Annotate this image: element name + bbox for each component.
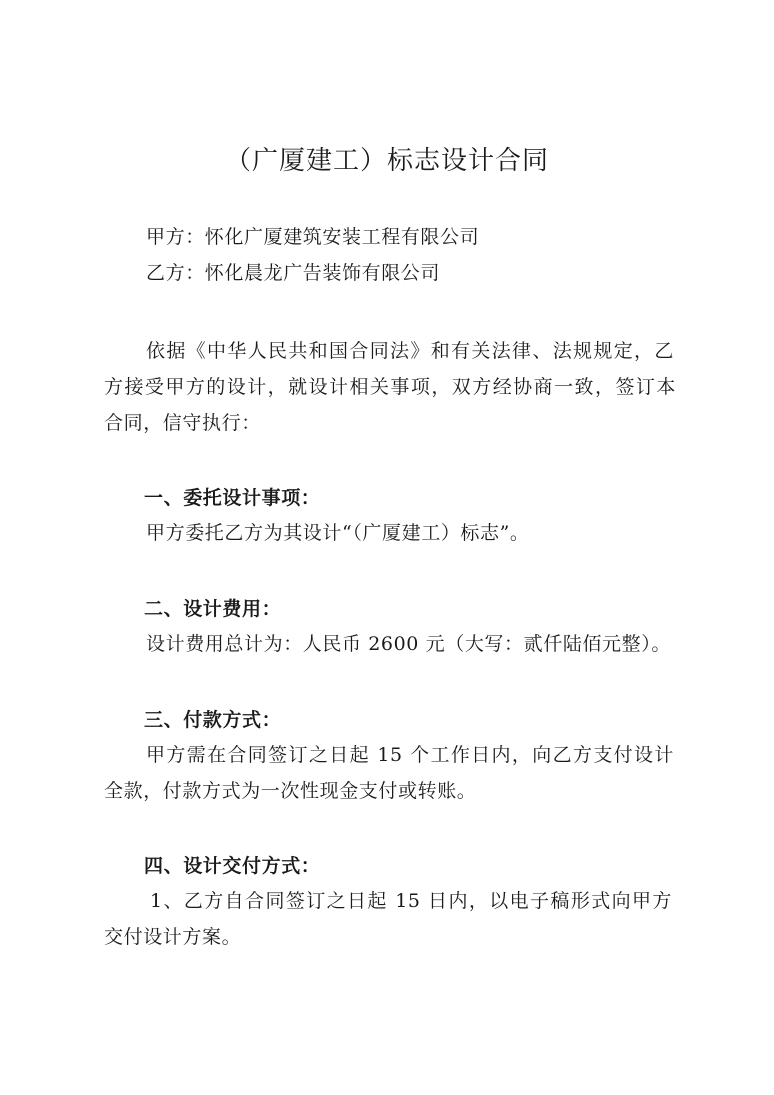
section-1-heading: 一、委托设计事项：	[144, 487, 321, 509]
party-b: 乙方：怀化晨龙广告装饰有限公司	[146, 262, 441, 284]
section-3-line-1: 甲方需在合同签订之日起 15 个工作日内，向乙方支付设计	[146, 744, 674, 766]
section-1-line-1: 甲方委托乙方为其设计“（广厦建工）标志”。	[146, 522, 530, 544]
section-2-heading: 二、设计费用：	[144, 598, 282, 620]
section-2-line-1: 设计费用总计为：人民币 2600 元（大写：贰仟陆佰元整）。	[146, 633, 671, 655]
section-3-heading: 三、付款方式：	[144, 709, 282, 731]
section-4-line-2: 交付设计方案。	[104, 926, 242, 948]
document-title: （广厦建工）标志设计合同	[224, 146, 549, 176]
preamble-line-1: 依据《中华人民共和国合同法》和有关法律、法规规定，乙	[146, 340, 674, 362]
preamble-line-2: 方接受甲方的设计，就设计相关事项，双方经协商一致，签订本	[104, 376, 676, 398]
section-3-line-2: 全款，付款方式为一次性现金支付或转账。	[104, 780, 477, 802]
section-4-heading: 四、设计交付方式：	[144, 855, 321, 877]
party-a: 甲方：怀化广厦建筑安装工程有限公司	[146, 226, 480, 248]
section-4-line-1: 1、乙方自合同签订之日起 15 日内，以电子稿形式向甲方	[150, 890, 672, 912]
preamble-line-3: 合同，信守执行：	[104, 412, 261, 434]
